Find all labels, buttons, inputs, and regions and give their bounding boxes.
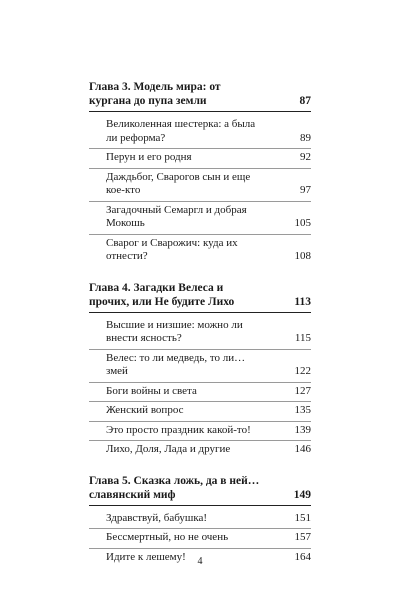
entry-page-number: 146: [294, 443, 311, 455]
entry-title: Перун и его родня: [106, 151, 192, 163]
entry-page-number: 89: [300, 131, 311, 144]
page-number: 4: [197, 556, 203, 567]
toc-entry: [89, 422, 311, 442]
entry-page-number: 105: [294, 217, 311, 229]
chapter-heading: [89, 474, 311, 506]
chapter-5: [89, 474, 311, 568]
entry-page-number: 127: [294, 384, 311, 397]
toc-entry: [89, 350, 311, 383]
entry-title: Женский вопрос: [106, 404, 184, 416]
entry-title: Боги войны и света: [106, 384, 197, 397]
toc-entry: [89, 116, 311, 149]
entry-page-number: 122: [294, 365, 311, 377]
chapter-4: [89, 281, 311, 460]
chapter-title: Глава 3. Модель мира: от кургана до пупа земли: [89, 81, 221, 107]
chapter-page-number: 149: [293, 488, 311, 501]
entry-title: Лихо, Доля, Лада и другие: [106, 443, 231, 455]
entry-page-number: 115: [294, 332, 311, 344]
chapter-heading: [89, 80, 311, 112]
entry-page-number: 135: [294, 404, 311, 416]
entry-page-number: 151: [294, 511, 311, 524]
chapter-title: Глава 4. Загадки Велеса и прочих, или Не будите Лихо: [89, 281, 235, 308]
entry-title: Велес: то ли медведь, то ли… змей: [106, 351, 246, 377]
entry-page-number: 108: [294, 250, 311, 262]
entry-title: Сварог и Сварожич: куда их отнести?: [106, 236, 238, 262]
entry-title: Даждьбог, Сварогов сын и еще кое-кто: [106, 170, 251, 196]
toc-entry: [89, 235, 311, 267]
table-of-contents: [89, 80, 311, 581]
entry-page-number: 164: [294, 550, 311, 563]
entry-title: Загадочный Семаргл и добрая Мокошь: [106, 203, 247, 229]
toc-entry: [89, 529, 311, 549]
chapter-page-number: 87: [299, 95, 311, 107]
chapter-3: [89, 80, 311, 267]
entry-title: Высшие и низшие: можно ли внести ясность?: [106, 318, 243, 344]
entry-title: Бессмертный, но не очень: [106, 531, 229, 543]
entry-title: Великоленная шестерка: а была ли реформа?: [106, 118, 256, 144]
toc-entry: [89, 317, 311, 350]
entry-title: Идите к лешему!: [106, 550, 186, 563]
entry-page-number: 139: [294, 423, 311, 436]
toc-entry: [89, 510, 311, 530]
chapter-heading: [89, 281, 311, 313]
toc-entry: [89, 202, 311, 235]
entry-page-number: 97: [300, 184, 311, 196]
toc-entry: [89, 169, 311, 202]
toc-entry: [89, 383, 311, 403]
toc-entry: [89, 402, 311, 422]
toc-entry: [89, 149, 311, 169]
entry-title: Это просто праздник какой-то!: [106, 423, 251, 436]
toc-entry: [89, 441, 311, 460]
chapter-title: Глава 5. Сказка ложь, да в ней… славянский миф: [89, 474, 260, 501]
entry-title: Здравствуй, бабушка!: [106, 511, 208, 524]
entry-page-number: 157: [294, 531, 311, 543]
chapter-page-number: 113: [294, 295, 311, 308]
entry-page-number: 92: [300, 151, 311, 163]
